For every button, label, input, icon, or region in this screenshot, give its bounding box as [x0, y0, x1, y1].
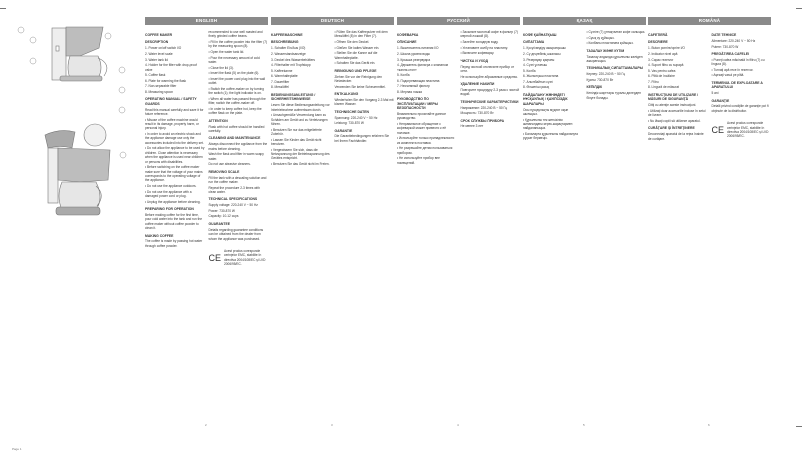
paragraph: The coffee is made by passing hot water through coffee powder. [145, 239, 203, 248]
paragraph: Тазалау алдында құрылғыны желіден ажыратыңыз. [586, 54, 643, 63]
paragraph: 3. Резервуар қақпағы [523, 57, 555, 62]
section-heading: СИПАТТАМА [523, 40, 545, 45]
paragraph: Deconectaţi aparatul de la reţea înainte de curăţare. [648, 132, 704, 141]
language-section [523, 17, 646, 437]
paragraph: 3. Water tank lid [145, 57, 168, 62]
paragraph: • Неправильное обращение с кофеваркой может привести к её поломке. [397, 122, 446, 135]
paragraph: 1. Buton pornire/oprire I/O [648, 46, 685, 51]
paragraph: • Суық су құйыңыз. [586, 35, 615, 40]
paragraph: • Puneţi cafea măcinată în filtru (7) cu lingura (8). [711, 57, 765, 67]
paragraph: 1. Power on/off switch I/O [145, 46, 182, 51]
section-heading: PREPARING FOR OPERATION [145, 207, 194, 212]
paragraph: • Do not use the appliance with a damaged power cord or plug. [145, 189, 192, 199]
paragraph: Внимательно прочитайте данное руководство. [397, 112, 446, 121]
page-number: 4 [457, 423, 459, 427]
ce-compliance [209, 249, 269, 267]
section-heading: TECHNISCHE DATEN [334, 109, 369, 114]
paragraph: • Schalten Sie das Gerät ein. [334, 61, 376, 66]
paragraph: • Не используйте прибор вне помещений. [397, 156, 440, 165]
section-heading: PREGĂTIREA CAFELEI [711, 51, 750, 56]
section-heading: GUARANTEE [208, 221, 230, 226]
paragraph: • Используйте только принадлежности из комплекта поставки. [397, 136, 455, 145]
paragraph: 7. Алынбайтын сүзгі [523, 79, 553, 84]
paragraph: • In order to avoid an electric shock and the appliance damage use only the accessories included into the delivery set. [145, 132, 204, 145]
paragraph: Wiederholen Sie den Vorgang 2-3 Mal mit klarem Wasser. [334, 97, 394, 107]
paragraph: Ziehen Sie vor der Reinigung den Netzstecker. [334, 74, 382, 83]
paragraph: 8. Lingură de măsurat [648, 85, 680, 90]
paragraph: Die Garantiebedingungen erfahren Sie bei Ihrem Fachhändler. [334, 134, 390, 143]
text-column [271, 30, 331, 168]
paragraph: 5. Колба [523, 68, 536, 73]
language-section [145, 17, 268, 437]
paragraph: 5. Kaffeekanne [271, 68, 293, 73]
language-section [271, 17, 394, 437]
page-number: 3 [331, 423, 333, 427]
paragraph: 5. Колба [397, 73, 410, 78]
paragraph: Перед чисткой отключите прибор от сети. [460, 64, 515, 73]
paragraph: • Gießen Sie kaltes Wasser ein. [334, 45, 380, 50]
section-heading: TECHNICAL SPECIFICATIONS [208, 197, 258, 202]
paragraph: • Lassen Sie Kinder das Gerät nicht benutzen. [271, 137, 322, 146]
paragraph: • Unplug the appliance before cleaning. [145, 199, 201, 204]
paragraph: • In order to keep coffee hot, keep the coffee flask on the plate. [208, 106, 262, 116]
paragraph: Повторите процедуру 2-3 раза с чистой водой. [460, 87, 520, 97]
paragraph: 8. Measuring spoon [145, 89, 173, 94]
page-number: 2 [205, 423, 207, 427]
section-heading: GARANŢIE [711, 98, 730, 103]
ce-compliance [712, 121, 772, 139]
section-heading: DATE TEHNICE [711, 33, 737, 37]
paragraph: • Öffnen Sie den Deckel. [334, 40, 370, 44]
paragraph: 1. Қосу/сөндіру ажыратқышы [523, 46, 566, 51]
paragraph: • Do not use the appliance outdoors. [145, 184, 197, 189]
paragraph: Detalii privind condiţiile de garanţie pot fi obţinute de la distribuitor. [711, 104, 769, 113]
paragraph: Кернеу: 220-240 В ~ 50 Гц [586, 72, 626, 77]
section-heading: ENTKALKUNG [334, 91, 359, 96]
language-header: ROMÂNĂ [648, 17, 771, 25]
paragraph: Supply voltage: 220-240 V ~ 50 Hz [208, 203, 258, 208]
paragraph: • Балаларға құрылғыны пайдалануға рұқсат бермеңіз. [523, 132, 578, 141]
paragraph: Alimentare: 220-240 V ~ 50 Hz [711, 38, 756, 43]
paragraph: 7. Несъемный фильтр [397, 84, 430, 89]
paragraph: Wash the flask and filter in warm soapy water. [208, 152, 264, 161]
paragraph: 6. Жылытқыш пластина [523, 74, 559, 79]
paragraph: • Aşezaţi vasul pe plită. [711, 73, 745, 78]
paragraph: Lesen Sie diese Bedienungsanleitung vor Inbetriebnahme aufmerksam durch. [271, 103, 330, 112]
paragraph: • Before switching on the coffee maker make sure that the voltage of your mains corresponds to the operating voltage of the appliance. [145, 165, 203, 183]
ce-text: Acest produs corespunde cerinţelor EMC, stabilite în directiva 2004/108/EC şi LVD 2006/95/EC. [727, 121, 769, 139]
paragraph: • Benutzen Sie das Gerät nicht im Freien. [271, 162, 330, 166]
ce-text: Acest produs corespunde cerinţelor EMC, stabilite în directiva 2004/108/EC şi LVD 2006/95/EC. [224, 248, 266, 267]
paragraph: • Сүзгіге (7) ұнтақталған кофе салыңыз. [586, 30, 646, 34]
section-heading: ОПИСАНИЕ [397, 40, 417, 45]
paragraph: 4. Holder for the filter with drop-proof valve [145, 63, 197, 72]
paragraph: 4. Filterhalter mit Tropfstopp [271, 63, 311, 68]
paragraph: 2. Су деңгейінің шкаласы [523, 51, 561, 56]
section-heading: КЕПІЛДІК [586, 85, 603, 90]
section-heading: INSTRUCŢIUNI DE UTILIZARE / MĂSURI DE SIGURANŢĂ [648, 92, 699, 102]
paragraph: • Stellen Sie die Kanne auf die Warmhalteplatte. [334, 51, 378, 60]
footer-label: Page 1 [12, 447, 22, 451]
paragraph: Read this manual carefully and save it for future reference. [145, 107, 204, 116]
paragraph: Мощность: 730-870 Вт [460, 111, 494, 116]
page-number: 5 [583, 423, 585, 427]
text-column [209, 30, 269, 267]
paragraph: Кепілдік шарттары туралы дилерден білуге болады. [586, 91, 641, 100]
paragraph: • Не разрешайте детям пользоваться прибором. [397, 146, 453, 155]
section-heading: УДАЛЕНИЕ НАКИПИ [460, 81, 495, 86]
paragraph: 1. Выключатель питания I/O [397, 46, 439, 51]
paragraph: Citiţi cu atenţie aceste instrucţiuni. [648, 103, 697, 108]
paragraph: 7. Non-separable filter [145, 84, 177, 89]
crop-mark [796, 8, 802, 9]
ce-mark-icon: CE [208, 252, 222, 263]
section-heading: REINIGUNG UND PFLEGE [334, 68, 377, 73]
paragraph: 3. Deckel des Wasserbehälters [271, 57, 315, 62]
paragraph: Не менее 3 лет [460, 124, 484, 129]
paragraph: • Utilizaţi doar accesoriile incluse în setul de livrare. [648, 108, 706, 118]
paragraph: • Включите кофеварку. [460, 51, 495, 56]
paragraph: • Колбаны пластинаға қойыңыз. [586, 41, 634, 46]
paragraph: 2. Шкала уровня воды [397, 51, 430, 56]
paragraph: 6. Plate for warming the flask [145, 78, 187, 83]
section-heading: KAFFEEMASCHINE [271, 33, 303, 37]
ce-mark-icon: CE [711, 124, 725, 135]
paragraph: • Switch the coffee-maker on by turning the switch (1); the light indicator is on. [208, 86, 264, 96]
paragraph: 6. Подогревающая пластина [397, 78, 440, 83]
paragraph: Power: 730-870 W [208, 208, 235, 213]
section-heading: COFFEE MAKER [145, 33, 173, 37]
paragraph: 8. Мерная ложка [397, 89, 422, 94]
section-heading: КОФЕВАРКА [397, 33, 419, 37]
paragraph: • Vergewissern Sie sich, dass die Netzspannung der Betriebsspannung des Gerätes entspricht. [271, 147, 330, 161]
section-heading: ПАЙДАЛАНУ ЖӨНІНДЕГІ НҰСҚАУЛЫҚ / ҚАУІПСІЗДІК ШАРАЛАРЫ [523, 92, 568, 106]
paragraph: • When all water has passed through the filter, switch the coffee-maker off. [208, 96, 266, 106]
text-column [397, 30, 457, 166]
section-heading: DESCRIERE [648, 40, 668, 45]
section-heading: ЧИСТКА И УХОД [460, 58, 488, 63]
paragraph: 3. Capac rezervor [648, 57, 674, 62]
paragraph: • Insert the power cord plug into the wall outlet. [208, 76, 266, 86]
paragraph: Repeat the procedure 2-3 times with clean water. [208, 185, 260, 194]
section-heading: CAFETIERĂ [648, 33, 668, 37]
section-heading: REMOVING SCALE [208, 169, 240, 174]
paragraph: Не используйте абразивные средства. [460, 74, 518, 79]
paragraph: • Залейте холодную воду. [460, 40, 499, 44]
paragraph: • Nu lăsaţi copiii să utilizeze aparatul. [648, 118, 701, 123]
text-column [145, 30, 205, 267]
paragraph: 2. Indicator nivel apă [648, 51, 678, 56]
paragraph: 4. Сүзгі ұстағыш [523, 63, 548, 68]
section-heading: GARANTIE [334, 128, 353, 133]
section-heading: TERMENUL DE EXPLOATARE A APARATULUI [711, 80, 763, 90]
text-column [461, 30, 521, 166]
language-header: ҚАЗАҚ [523, 17, 646, 25]
paragraph: Fill the tank with a descaling solution and run the coffee maker. [208, 175, 267, 184]
paragraph: • Құрылғыны тек жеткізілім жинағындағы керек-жарақтармен пайдаланыңыз. [523, 117, 573, 131]
paragraph: 4. Suport filtru cu supapă [648, 63, 684, 68]
paragraph: 5. Coffee flask [145, 73, 166, 78]
paragraph: • Füllen Sie das Kaffeepulver mit dem Messlöffel (8) in den Filter (7). [334, 30, 388, 39]
paragraph: Қуаты: 730-870 Вт [586, 77, 614, 82]
paragraph: • Do not allow the appliance to be used by children. Close attention is necessary when the appliance is used near children or persons with disabilities. [145, 146, 205, 164]
text-column [648, 30, 708, 142]
language-header: ENGLISH [145, 17, 268, 25]
section-heading: СРОК СЛУЖБЫ ПРИБОРА [460, 118, 505, 123]
section-heading: ТАЗАЛАУ ЖӘНЕ КҮТІМ [586, 48, 625, 53]
section-heading: ТЕХНИКАЛЫҚ СИПАТТАМАЛАРЫ [586, 66, 643, 71]
paragraph: Details regarding guarantee conditions can be obtained from the dealer from whom the appliance was purchased. [208, 227, 264, 241]
page-number: 6 [708, 423, 710, 427]
paragraph: 2. Water level scale [145, 51, 173, 56]
section-heading: MAKING COFFEE [145, 233, 174, 238]
paragraph: 5 ani [711, 91, 719, 96]
paragraph: 3. Крышка резервуара [397, 57, 431, 62]
paragraph: 8. Messlöffel [271, 85, 289, 90]
paragraph: • Insert the flask (5) on the plate (6). [208, 71, 260, 76]
paragraph: • Benutzen Sie nur das mitgelieferte Zubehör. [271, 127, 322, 136]
text-column [587, 30, 647, 142]
paragraph: Spannung: 220-240 V ~ 50 Hz [334, 115, 378, 120]
paragraph: 6. Warmhalteplatte [271, 74, 298, 79]
paragraph: • Pour the necessary amount of cold water. [208, 55, 260, 64]
paragraph: • Misuse of the coffee machine would result in its damage, property harm, or personal injury. [145, 117, 199, 131]
paragraph: • Fill in the coffee powder into the filter (7) by the measuring spoon (8). [208, 40, 268, 49]
paragraph: 6. Plită de încălzire [648, 74, 675, 79]
crop-mark [0, 8, 6, 9]
paragraph: 1. Schalter Ein/Aus (I/O) [271, 46, 306, 51]
section-heading: CURĂŢARE ŞI ÎNTREŢINERE [648, 126, 695, 131]
paragraph: Capacity: 10-12 cups [208, 214, 239, 219]
paragraph: Verwenden Sie keine Scheuermittel. [334, 84, 386, 89]
section-heading: BEDIENUNGSANLEITUNG / SICHERHEITSHINWEISE [271, 92, 316, 102]
language-header: DEUTSCH [271, 17, 394, 25]
section-heading: BESCHREIBUNG [271, 40, 299, 45]
section-heading: ATTENTION [208, 118, 228, 123]
text-column [712, 30, 772, 142]
paragraph: Flask with hot coffee should be handled carefully. [208, 124, 265, 133]
section-heading: OPERATING MANUAL / SAFETY GUARDS [145, 97, 197, 106]
paragraph: 8. Өлшегіш қасық [523, 85, 549, 90]
paragraph: 2. Wasserstandsanzeige [271, 51, 306, 56]
text-column [335, 30, 395, 168]
paragraph: Leistung: 730-870 W [334, 121, 364, 126]
paragraph: 7. Filtru [648, 79, 659, 84]
language-section [397, 17, 520, 437]
paragraph: 4. Держатель фильтра с клапаном «капля-стоп» [397, 63, 448, 72]
section-heading: РУКОВОДСТВО ПО ЭКСПЛУАТАЦИИ / МЕРЫ БЕЗОПАСНОСТИ [397, 97, 438, 111]
section-heading: ТЕХНИЧЕСКИЕ ХАРАКТЕРИСТИКИ [460, 99, 519, 104]
paragraph: • Open the water tank lid. [208, 50, 245, 54]
paragraph: 7. Dauerfilter [271, 79, 290, 84]
crop-mark [796, 426, 802, 427]
paragraph: Осы нұсқаулықты мұқият оқып шығыңыз. [523, 107, 569, 116]
section-heading: CLEANING AND MAINTENANCE [208, 136, 261, 141]
text-column [523, 30, 583, 142]
language-section [648, 17, 771, 437]
coffee-maker-diagram [0, 0, 140, 453]
paragraph: Напряжение: 220-240 В ~ 50 Гц [460, 105, 508, 110]
paragraph: Before making coffee for the first time, pour cold water into the tank and run the coffee maker without coffee powder to clean it. [145, 212, 203, 231]
paragraph: • Засыпьте молотый кофе в фильтр (7) мерной ложкой (8). [460, 30, 518, 39]
paragraph: • Установите колбу на пластину. [460, 45, 508, 50]
paragraph: Do not use abrasive cleaners. [208, 162, 251, 167]
paragraph: 5. Vas pentru cafea [648, 68, 676, 73]
paragraph: • Turnaţi apă rece în rezervor. [711, 67, 754, 72]
paragraph: Always disconnect the appliance from the mains before cleaning. [208, 142, 268, 151]
paragraph: • Close the lid (3). [208, 65, 234, 70]
paragraph: recommended to use well roasted and finely grinded coffee beans. [208, 30, 263, 39]
language-header: РУССКИЙ [397, 17, 520, 25]
section-heading: КОФЕ ҚАЙНАТҚЫШ [523, 33, 557, 37]
paragraph: • Unsachgemäße Verwendung kann zu Schäden am Gerät und zu Verletzungen führen. [271, 113, 328, 126]
paragraph: Putere: 730-870 W [711, 44, 739, 49]
section-heading: DESCRIPTION [145, 40, 169, 45]
